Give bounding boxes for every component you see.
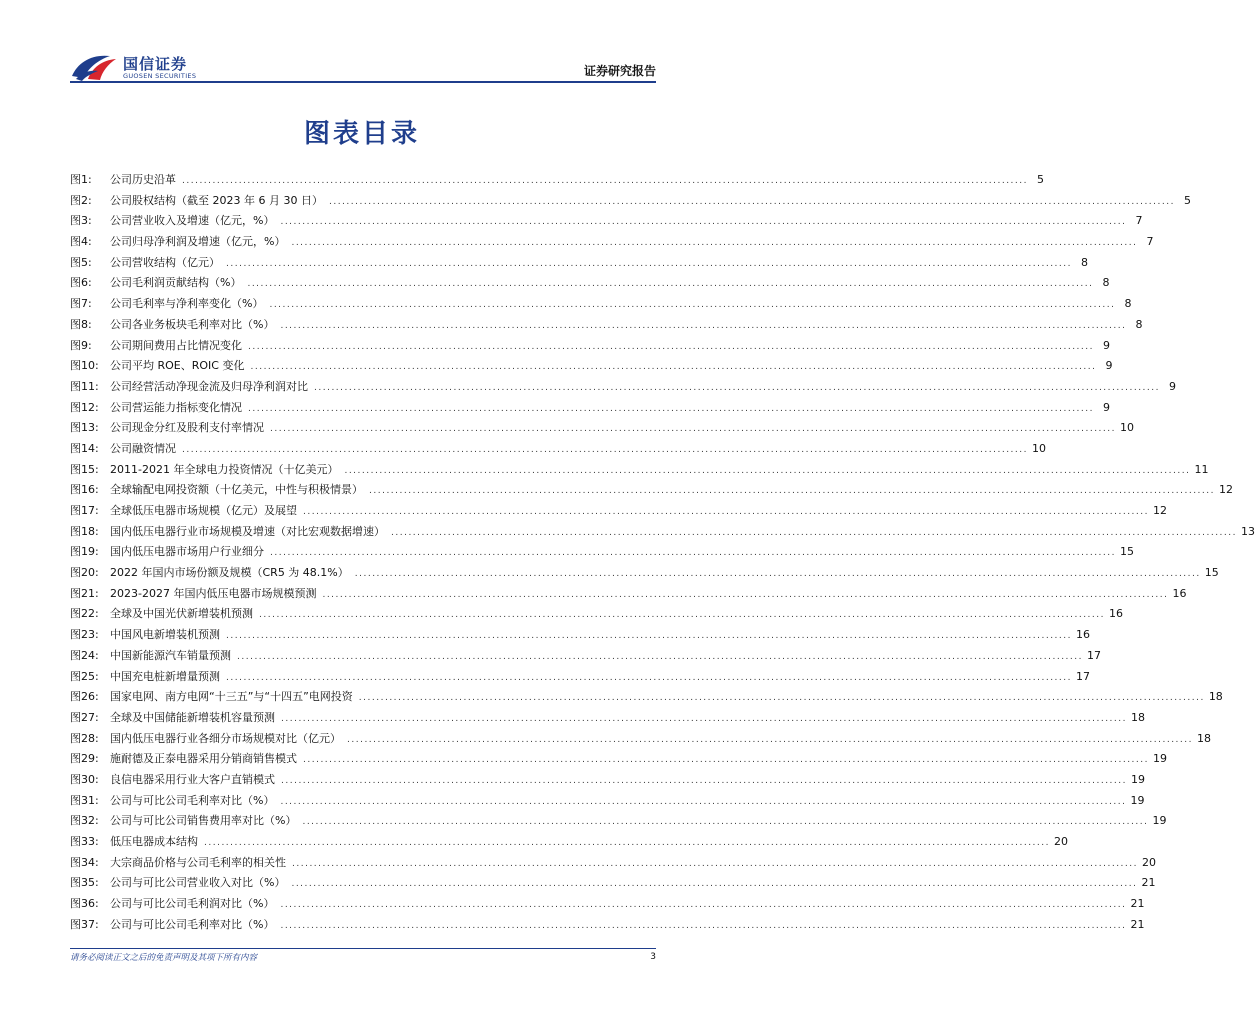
- toc-entry[interactable]: [70, 853, 1157, 874]
- toc-entry-label: 图6:: [70, 276, 92, 290]
- toc-entry-title: 公司与可比公司毛利率对比（%）: [110, 793, 275, 807]
- toc-entry[interactable]: [70, 294, 1132, 315]
- toc-entry-page: 19: [1153, 752, 1168, 766]
- toc-entry-title: 公司各业务板块毛利率对比（%）: [110, 317, 275, 331]
- toc-entry-title: 公司与可比公司毛利率对比（%）: [110, 917, 275, 931]
- toc-entry-page: 17: [1087, 648, 1102, 662]
- toc-entry-label: 图26:: [70, 690, 99, 704]
- header-divider: [70, 81, 656, 83]
- toc-dot-leader: ..................................................................................................................................................................................................: [250, 362, 1097, 373]
- toc-entry-title: 公司营收结构（亿元）: [110, 255, 220, 269]
- toc-entry-page: 9: [1103, 338, 1111, 352]
- toc-entry-label: 图3:: [70, 214, 92, 228]
- toc-entry-title: 国内低压电器行业各细分市场规模对比（亿元）: [110, 731, 341, 745]
- toc-entry-page: 17: [1076, 669, 1091, 683]
- toc-entry-title: 大宗商品价格与公司毛利率的相关性: [110, 855, 286, 869]
- toc-entry-label: 图5:: [70, 255, 92, 269]
- toc-entry[interactable]: [70, 625, 1091, 646]
- toc-entry[interactable]: [70, 191, 1191, 212]
- toc-entry-label: 图12:: [70, 400, 99, 414]
- toc-entry-page: 15: [1120, 545, 1135, 559]
- toc-dot-leader: ..................................................................................................................................................................................................: [292, 858, 1139, 869]
- toc-entry[interactable]: [70, 356, 1113, 377]
- toc-entry-page: 21: [1130, 897, 1145, 911]
- figure-toc-list: [70, 170, 1255, 935]
- toc-entry-title: 公司归母净利润及增速（亿元，%）: [110, 235, 286, 249]
- toc-entry-label: 图24:: [70, 648, 99, 662]
- toc-dot-leader: ..................................................................................................................................................................................................: [344, 465, 1191, 476]
- toc-entry[interactable]: [70, 687, 1223, 708]
- toc-entry-title: 中国风电新增装机预测: [110, 628, 220, 642]
- toc-entry-title: 国内低压电器行业市场规模及增速（对比宏观数据增速）: [110, 524, 385, 538]
- toc-entry[interactable]: [70, 832, 1069, 853]
- toc-entry-title: 公司营运能力指标变化情况: [110, 400, 242, 414]
- toc-entry-page: 16: [1109, 607, 1124, 621]
- toc-entry-title: 2023-2027 年国内低压电器市场规模预测: [110, 586, 317, 600]
- toc-entry[interactable]: [70, 604, 1124, 625]
- toc-entry-title: 全球输配电网投资额（十亿美元，中性与积极情景）: [110, 483, 363, 497]
- toc-dot-leader: ..................................................................................................................................................................................................: [303, 755, 1150, 766]
- toc-entry[interactable]: [70, 480, 1234, 501]
- toc-entry-page: 5: [1183, 193, 1191, 207]
- toc-entry-page: 8: [1102, 276, 1110, 290]
- toc-entry-page: 19: [1131, 772, 1146, 786]
- toc-entry-label: 图9:: [70, 338, 92, 352]
- toc-entry-title: 2022 年国内市场份额及规模（CR5 为 48.1%）: [110, 566, 349, 580]
- toc-entry-label: 图18:: [70, 524, 99, 538]
- toc-dot-leader: ..................................................................................................................................................................................................: [281, 775, 1128, 786]
- toc-entry[interactable]: [70, 253, 1089, 274]
- toc-entry-label: 图27:: [70, 710, 99, 724]
- toc-dot-leader: ..................................................................................................................................................................................................: [226, 672, 1073, 683]
- toc-entry-label: 图4:: [70, 235, 92, 249]
- toc-entry-title: 公司期间费用占比情况变化: [110, 338, 242, 352]
- toc-entry[interactable]: [70, 915, 1145, 936]
- report-type-label: 证券研究报告: [583, 64, 656, 78]
- toc-dot-leader: ..................................................................................................................................................................................................: [247, 279, 1094, 290]
- toc-entry[interactable]: [70, 232, 1154, 253]
- toc-entry-title: 公司现金分红及股利支付率情况: [110, 421, 264, 435]
- toc-dot-leader: ..................................................................................................................................................................................................: [280, 217, 1127, 228]
- toc-entry-label: 图32:: [70, 814, 99, 828]
- toc-dot-leader: ..................................................................................................................................................................................................: [248, 403, 1095, 414]
- toc-entry-title: 2011-2021 年全球电力投资情况（十亿美元）: [110, 462, 339, 476]
- toc-entry-label: 图30:: [70, 772, 99, 786]
- toc-dot-leader: ..................................................................................................................................................................................................: [270, 548, 1117, 559]
- toc-entry-title: 公司毛利率与净利率变化（%）: [110, 297, 264, 311]
- toc-entry-title: 公司营业收入及增速（亿元，%）: [110, 214, 275, 228]
- toc-entry[interactable]: [70, 667, 1091, 688]
- toc-entry-label: 图33:: [70, 835, 99, 848]
- toc-entry-label: 图35:: [70, 876, 99, 890]
- toc-entry[interactable]: [70, 873, 1156, 894]
- toc-dot-leader: ..................................................................................................................................................................................................: [281, 713, 1128, 724]
- toc-entry-page: 18: [1197, 731, 1212, 745]
- toc-entry-label: 图28:: [70, 731, 99, 745]
- toc-dot-leader: ..................................................................................................................................................................................................: [280, 900, 1127, 911]
- toc-entry-page: 9: [1105, 359, 1113, 373]
- toc-entry-label: 图31:: [70, 793, 99, 807]
- toc-dot-leader: ..................................................................................................................................................................................................: [291, 879, 1138, 890]
- toc-entry-label: 图23:: [70, 628, 99, 642]
- toc-dot-leader: ..................................................................................................................................................................................................: [347, 734, 1194, 745]
- toc-entry-label: 图25:: [70, 669, 99, 683]
- toc-entry-page: 16: [1172, 586, 1187, 600]
- toc-entry-title: 国内低压电器市场用户行业细分: [110, 545, 264, 559]
- toc-entry-page: 10: [1032, 441, 1047, 455]
- toc-entry-title: 全球及中国光伏新增装机预测: [110, 607, 253, 621]
- toc-entry-page: 21: [1130, 917, 1145, 931]
- toc-entry-label: 图20:: [70, 566, 99, 580]
- toc-entry-title: 中国充电桩新增量预测: [110, 669, 220, 683]
- page-title: 图表目录: [303, 119, 420, 149]
- toc-entry-title: 全球及中国储能新增装机容量预测: [110, 710, 275, 724]
- toc-entry[interactable]: [70, 646, 1102, 667]
- toc-entry-label: 图34:: [70, 855, 99, 869]
- toc-dot-leader: ..................................................................................................................................................................................................: [280, 320, 1127, 331]
- toc-entry[interactable]: [70, 749, 1168, 770]
- toc-entry[interactable]: [70, 584, 1187, 605]
- toc-entry-label: 图1:: [70, 173, 92, 186]
- footer-disclaimer: 请务必阅读正文之后的免责声明及其项下所有内容: [70, 953, 258, 963]
- toc-entry-label: 图29:: [70, 752, 99, 766]
- toc-entry-title: 公司与可比公司营业收入对比（%）: [110, 876, 286, 890]
- toc-entry-page: 16: [1076, 628, 1091, 642]
- toc-entry-label: 图2:: [70, 193, 92, 207]
- toc-entry[interactable]: [70, 211, 1143, 232]
- toc-entry-title: 公司经营活动净现金流及归母净利润对比: [110, 379, 308, 393]
- toc-entry-title: 施耐德及正泰电器采用分销商销售模式: [110, 752, 297, 766]
- toc-entry-label: 图14:: [70, 441, 99, 455]
- toc-dot-leader: ..................................................................................................................................................................................................: [303, 507, 1150, 517]
- toc-entry[interactable]: [70, 418, 1135, 439]
- toc-entry-page: 15: [1204, 566, 1219, 580]
- toc-entry-title: 公司融资情况: [110, 441, 176, 455]
- toc-dot-leader: ..................................................................................................................................................................................................: [354, 569, 1201, 580]
- toc-dot-leader: ..................................................................................................................................................................................................: [280, 796, 1127, 807]
- toc-entry-label: 图7:: [70, 297, 92, 311]
- toc-entry-label: 图16:: [70, 483, 99, 497]
- toc-entry-page: 20: [1054, 835, 1069, 848]
- toc-entry[interactable]: [70, 170, 1045, 191]
- toc-entry-page: 10: [1120, 421, 1135, 435]
- toc-entry[interactable]: [70, 273, 1110, 294]
- toc-dot-leader: ..................................................................................................................................................................................................: [182, 444, 1029, 455]
- guosen-logo: [70, 50, 210, 84]
- toc-entry-page: 19: [1152, 814, 1167, 828]
- toc-dot-leader: ..................................................................................................................................................................................................: [314, 382, 1161, 393]
- toc-entry-page: 8: [1081, 255, 1089, 269]
- toc-entry-page: 20: [1142, 855, 1157, 869]
- toc-entry-label: 图22:: [70, 607, 99, 621]
- toc-entry-label: 图21:: [70, 586, 99, 600]
- toc-entry-label: 图15:: [70, 462, 99, 476]
- toc-dot-leader: ..................................................................................................................................................................................................: [322, 589, 1169, 600]
- toc-entry-label: 图13:: [70, 421, 99, 435]
- toc-entry-title: 公司平均 ROE、ROIC 变化: [110, 359, 245, 373]
- toc-entry[interactable]: [70, 336, 1111, 357]
- toc-entry-title: 低压电器成本结构: [110, 835, 198, 848]
- toc-dot-leader: ..................................................................................................................................................................................................: [270, 424, 1117, 435]
- toc-entry-page: 13: [1241, 524, 1255, 538]
- toc-dot-leader: ..................................................................................................................................................................................................: [226, 258, 1073, 269]
- toc-entry[interactable]: [70, 542, 1135, 563]
- toc-entry-page: 8: [1135, 317, 1143, 331]
- toc-dot-leader: ..................................................................................................................................................................................................: [358, 693, 1205, 704]
- toc-entry[interactable]: [70, 315, 1143, 336]
- toc-entry-label: 图19:: [70, 545, 99, 559]
- toc-entry-page: 21: [1141, 876, 1156, 890]
- toc-entry[interactable]: [70, 708, 1146, 729]
- toc-entry[interactable]: [70, 729, 1212, 750]
- toc-entry-title: 公司与可比公司销售费用率对比（%）: [110, 814, 297, 828]
- toc-entry[interactable]: [70, 501, 1168, 522]
- toc-entry-page: 12: [1153, 504, 1168, 517]
- toc-dot-leader: ..................................................................................................................................................................................................: [291, 238, 1138, 249]
- toc-dot-leader: ..................................................................................................................................................................................................: [226, 631, 1073, 642]
- toc-dot-leader: ..................................................................................................................................................................................................: [328, 196, 1175, 207]
- toc-entry-page: 9: [1169, 379, 1177, 393]
- footer-divider: [70, 948, 656, 949]
- toc-entry[interactable]: [70, 894, 1145, 915]
- toc-entry-label: 图37:: [70, 917, 99, 931]
- toc-dot-leader: ..................................................................................................................................................................................................: [369, 486, 1216, 497]
- toc-entry-page: 9: [1103, 400, 1111, 414]
- toc-entry-title: 良信电器采用行业大客户直销模式: [110, 772, 275, 786]
- toc-dot-leader: ..................................................................................................................................................................................................: [302, 817, 1149, 828]
- toc-entry-page: 7: [1135, 214, 1143, 228]
- toc-entry-page: 5: [1037, 173, 1045, 186]
- toc-entry-title: 公司与可比公司毛利润对比（%）: [110, 897, 275, 911]
- toc-dot-leader: ..................................................................................................................................................................................................: [269, 300, 1116, 311]
- toc-dot-leader: ..................................................................................................................................................................................................: [237, 651, 1084, 662]
- toc-entry-label: 图11:: [70, 379, 99, 393]
- guosen-logo-icon: [70, 52, 118, 82]
- toc-entry-page: 8: [1124, 297, 1132, 311]
- toc-entry-page: 19: [1130, 793, 1145, 807]
- toc-entry-title: 国家电网、南方电网“十三五”与“十四五”电网投资: [110, 690, 353, 704]
- toc-entry-title: 公司毛利润贡献结构（%）: [110, 276, 242, 290]
- toc-entry-page: 12: [1219, 483, 1234, 497]
- toc-entry-page: 18: [1131, 710, 1146, 724]
- toc-entry[interactable]: [70, 811, 1167, 832]
- toc-entry[interactable]: [70, 522, 1255, 543]
- logo-cn-text: 国信证券: [123, 55, 188, 73]
- toc-entry-page: 11: [1194, 462, 1209, 476]
- toc-dot-leader: ..................................................................................................................................................................................................: [204, 838, 1051, 848]
- toc-entry-label: 图17:: [70, 504, 99, 517]
- toc-entry[interactable]: [70, 398, 1111, 419]
- toc-entry[interactable]: [70, 563, 1219, 584]
- page-header: [70, 50, 656, 84]
- toc-entry-label: 图8:: [70, 317, 92, 331]
- toc-entry-label: 图10:: [70, 359, 99, 373]
- toc-dot-leader: ..................................................................................................................................................................................................: [182, 176, 1029, 186]
- logo-en-text: GUOSEN SECURITIES: [123, 72, 197, 80]
- toc-dot-leader: ..................................................................................................................................................................................................: [280, 920, 1127, 931]
- toc-entry[interactable]: [70, 460, 1209, 481]
- toc-dot-leader: ..................................................................................................................................................................................................: [259, 610, 1106, 621]
- page-number: 3: [650, 952, 656, 962]
- toc-entry[interactable]: [70, 770, 1146, 791]
- toc-entry-title: 公司历史沿革: [110, 173, 176, 186]
- toc-dot-leader: ..................................................................................................................................................................................................: [391, 527, 1238, 538]
- toc-entry-label: 图36:: [70, 897, 99, 911]
- toc-entry[interactable]: [70, 791, 1145, 812]
- toc-entry-title: 全球低压电器市场规模（亿元）及展望: [110, 504, 297, 517]
- toc-entry[interactable]: [70, 439, 1047, 460]
- toc-entry-title: 中国新能源汽车销量预测: [110, 648, 231, 662]
- toc-entry-title: 公司股权结构（截至 2023 年 6 月 30 日）: [110, 193, 323, 207]
- toc-entry-page: 7: [1146, 235, 1154, 249]
- toc-dot-leader: ..................................................................................................................................................................................................: [248, 341, 1095, 352]
- toc-entry-page: 18: [1208, 690, 1223, 704]
- toc-entry[interactable]: [70, 377, 1177, 398]
